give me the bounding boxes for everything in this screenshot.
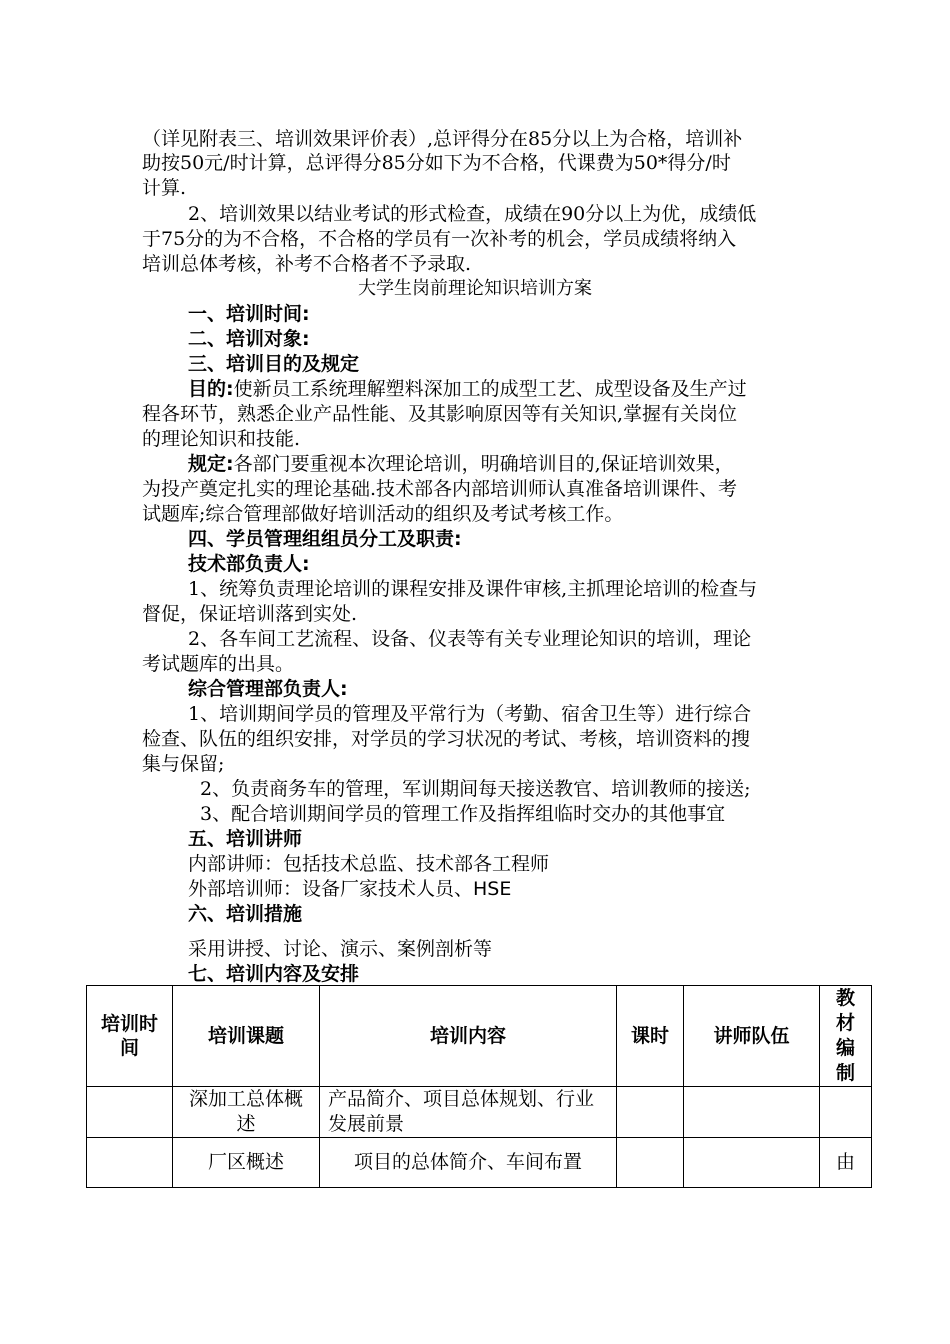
section-heading: 一、培训时间: — [188, 303, 310, 325]
paragraph-line: 的理论知识和技能. — [142, 428, 301, 450]
paragraph-line: 于75分的为不合格，不合格的学员有一次补考的机会，学员成绩将纳入 — [142, 228, 737, 250]
paragraph-line: 程各环节，熟悉企业产品性能、及其影响原因等有关知识,掌握有关岗位 — [142, 403, 738, 425]
paragraph-line: 助按50元/时计算，总评得分85分如下为不合格，代课费为50*得分/时 — [142, 152, 731, 174]
subsection-heading: 综合管理部负责人: — [188, 678, 348, 700]
table-cell — [617, 1138, 684, 1188]
section-heading: 四、学员管理组组员分工及职责: — [188, 528, 462, 550]
table-cell — [820, 1087, 872, 1138]
column-header: 培训课题 — [173, 986, 320, 1087]
paragraph-line: 2、各车间工艺流程、设备、仪表等有关专业理论知识的培训，理论 — [188, 628, 752, 650]
paragraph-line: 2、负责商务车的管理，军训期间每天接送教官、培训教师的接送; — [200, 778, 751, 800]
table-cell — [87, 1087, 173, 1138]
paragraph-line — [188, 377, 747, 401]
paragraph-line: 采用讲授、讨论、演示、案例剖析等 — [188, 938, 493, 960]
table-cell — [684, 1087, 820, 1138]
column-header: 课时 — [617, 986, 684, 1087]
table-cell — [617, 1087, 684, 1138]
paragraph-line: 1、统筹负责理论培训的课程安排及课件审核,主抓理论培训的检查与 — [188, 578, 758, 600]
column-header: 培训时间 — [87, 986, 173, 1087]
table-cell: 深加工总体概述 — [173, 1087, 320, 1138]
column-header: 讲师队伍 — [684, 986, 820, 1087]
paragraph-line: 为投产奠定扎实的理论基础.技术部各内部培训师认真准备培训课件、考 — [142, 478, 738, 500]
paragraph-line: 2、培训效果以结业考试的形式检查，成绩在90分以上为优，成绩低 — [188, 203, 757, 225]
table-header-row — [87, 986, 872, 1087]
paragraph-line: 外部培训师：设备厂家技术人员、HSE — [188, 878, 512, 900]
paragraph-line: （详见附表三、培训效果评价表）,总评得分在85分以上为合格，培训补 — [142, 128, 743, 150]
table-cell: 项目的总体简介、车间布置 — [320, 1138, 617, 1188]
paragraph-text: 各部门要重视本次理论培训，明确培训目的,保证培训效果， — [233, 453, 734, 475]
paragraph-line: 集与保留; — [142, 753, 225, 775]
section-heading: 六、培训措施 — [188, 903, 303, 925]
subsection-heading: 技术部负责人: — [188, 553, 310, 575]
paragraph-line: 3、配合培训期间学员的管理工作及指挥组临时交办的其他事宜 — [200, 803, 726, 825]
table-row — [87, 1138, 872, 1188]
column-header: 教材编制 — [820, 986, 872, 1087]
paragraph-line: 计算. — [142, 177, 187, 199]
column-header: 培训内容 — [320, 986, 617, 1087]
paragraph-line: 内部讲师：包括技术总监、技术部各工程师 — [188, 853, 550, 875]
paragraph-line: 督促，保证培训落到实处. — [142, 603, 358, 625]
section-heading: 七、培训内容及安排 — [188, 963, 360, 985]
document-title: 大学生岗前理论知识培训方案 — [358, 278, 592, 299]
table-cell — [684, 1138, 820, 1188]
rules-label: 规定: — [188, 453, 234, 475]
table-row — [87, 1087, 872, 1138]
section-heading: 五、培训讲师 — [188, 828, 303, 850]
paragraph-text: 使新员工系统理解塑料深加工的成型工艺、成型设备及生产过 — [233, 378, 747, 400]
table-cell: 由 — [820, 1138, 872, 1188]
section-heading: 二、培训对象: — [188, 328, 310, 350]
paragraph-line: 考试题库的出具。 — [142, 653, 295, 675]
paragraph-line: 试题库;综合管理部做好培训活动的组织及考试考核工作。 — [142, 503, 624, 525]
paragraph-line — [188, 452, 734, 476]
table-cell — [87, 1138, 173, 1188]
paragraph-line: 1、培训期间学员的管理及平常行为（考勤、宿舍卫生等）进行综合 — [188, 703, 752, 725]
table-cell: 产品简介、项目总体规划、行业发展前景 — [320, 1087, 617, 1138]
paragraph-line: 检查、队伍的组织安排，对学员的学习状况的考试、考核，培训资料的搜 — [142, 728, 751, 750]
paragraph-line: 培训总体考核，补考不合格者不予录取. — [142, 253, 472, 275]
table-cell: 厂区概述 — [173, 1138, 320, 1188]
schedule-table — [86, 985, 872, 1188]
section-heading: 三、培训目的及规定 — [188, 353, 360, 375]
purpose-label: 目的: — [188, 378, 234, 400]
